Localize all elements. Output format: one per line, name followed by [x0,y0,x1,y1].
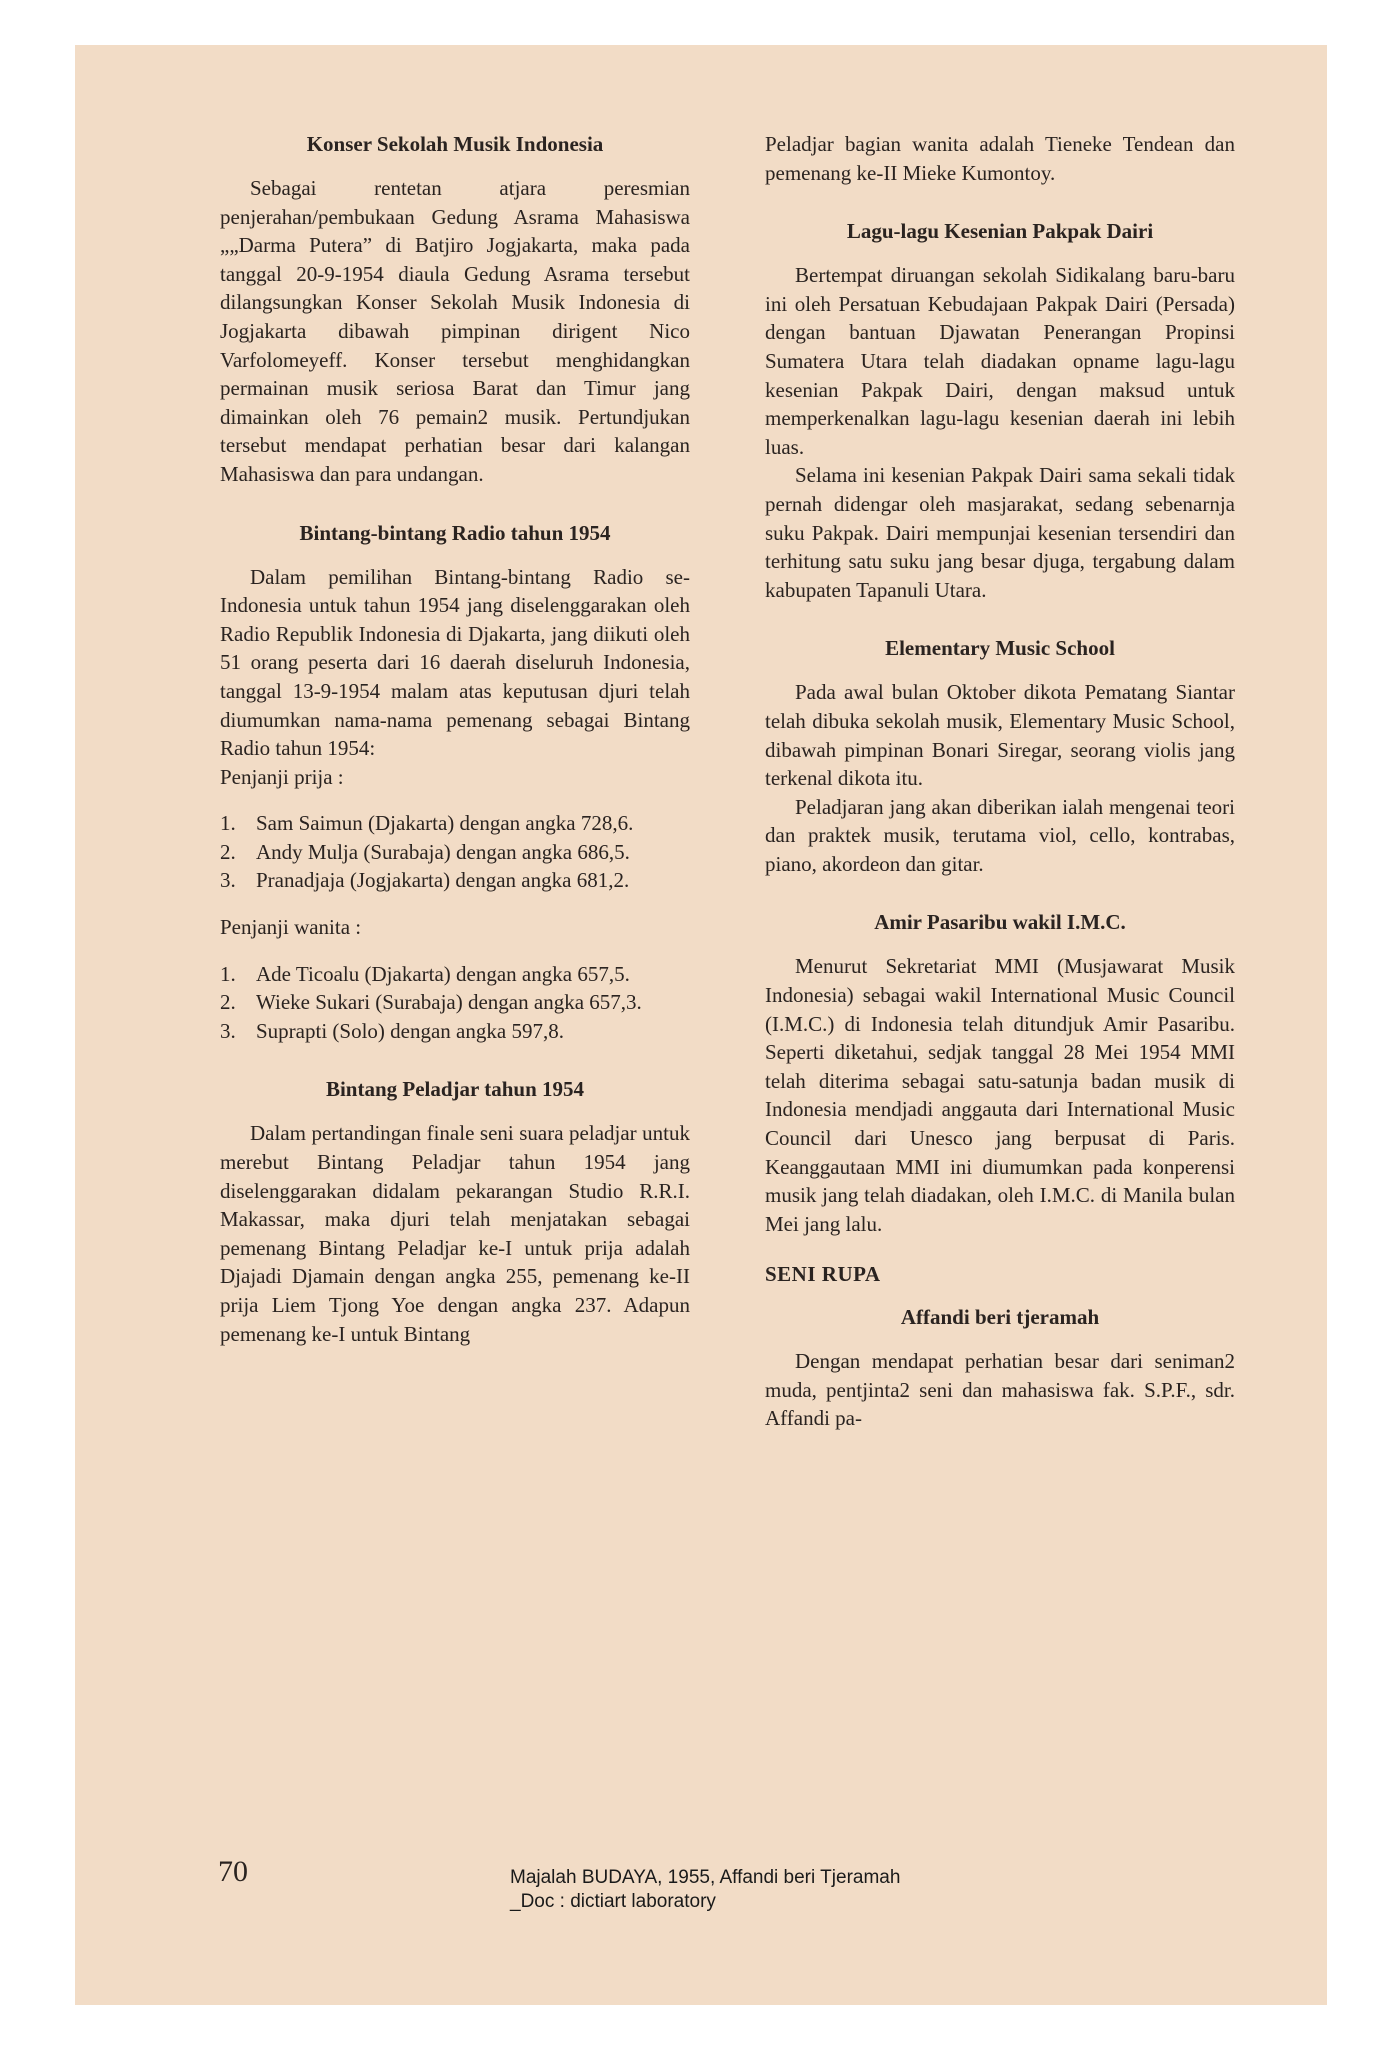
list-item-number: 3. [220,868,236,893]
left-column [220,130,690,1348]
list-item [220,809,690,838]
article-title-elementary: Elementary Music School [885,636,1115,661]
list-item [220,960,690,989]
winners-list-wanita [220,960,690,1046]
list-item [220,838,690,867]
right-column [765,130,1235,1433]
article-title-bintang-peladjar: Bintang Peladjar tahun 1954 [325,1077,585,1102]
winners-list-prija [220,809,690,895]
article-body-elementary-2: Peladjaran jang akan diberikan ialah mengenai teori dan praktek musik, terutama viol, cello, kontrabas, piano, akordeon dan gitar. [765,794,1235,876]
article-body-konser: Sebagai rentetan atjara peresmian penjerahan/pembukaan Gedung Asrama Mahasiswa „„Darma Putera” di Batjiro Jogjakarta, maka pada tanggal 20-9-1954 diaula Gedung Asrama tersebut dilangsungkan Konser Sekolah Musik Indonesia di Jogjakarta dibawah pimpinan dirigent Nico Varfolomeyeff. Konser tersebut menghidangkan permainan musik seriosa Barat dan Timur jang dimainkan oleh 76 pemain2 musik. Pertundjukan tersebut mendapat perhatian besar dari kalangan Mahasiswa dan para undangan. [220,176,690,486]
article-title-affandi: Affandi beri tjeramah [900,1305,1100,1329]
article-body-affandi: Dengan mendapat perhatian besar dari seniman2 muda, pentjinta2 seni dan mahasiswa fak. S.P.F., sdr. Affandi pa- [765,1349,1235,1431]
list-item-number: 3. [220,1018,236,1043]
caption-line-2: _Doc : dictiart laboratory [510,1891,716,1912]
list-item-text: Wieke Sukari (Surabaja) dengan angka 657,3. [256,990,642,1015]
article-body-amir: Menurut Sekretariat MMI (Musjawarat Musik Indonesia) sebagai wakil International Music Council (I.M.C.) di Indonesia telah ditundjuk Amir Pasaribu. Seperti diketahui, sedjak tanggal 28 Mei 1954 MMI telah diterima sebagai satu-satunja badan musik di Indonesia mendjadi anggauta dari International Music Council dari Unesco jang berpusat di Paris. Keanggautaan MMI ini diumumkan pada konperensi musik jang telah diadakan, oleh I.M.C. di Manila bulan Mei jang lalu. [765,954,1235,1236]
article-body-pakpak-1: Bertempat diruangan sekolah Sidikalang baru-baru ini oleh Persatuan Kebudajaan Pakpak Dairi (Persada) dengan bantuan Djawatan Penerangan Propinsi Sumatera Utara telah diadakan opname lagu-lagu kesenian Pakpak Dairi, dengan maksud untuk memperkenalkan lagu-lagu kesenian daerah ini lebih luas. [765,263,1235,459]
list-item-number: 1. [220,961,236,986]
list-item-text: Sam Saimun (Djakarta) dengan angka 728,6. [256,811,634,836]
article-body-bintang-peladjar: Dalam pertandingan finale seni suara peladjar untuk merebut Bintang Peladjar tahun 1954 jang diselenggarakan didalam pekarangan Studio R.R.I. Makassar, maka djuri telah menjatakan sebagai pemenang Bintang Peladjar ke-I untuk prija adalah Djajadi Djamain dengan angka 255, pemenang ke-II prija Liem Tjong Yoe dengan angka 237. Adapun pemenang ke-I untuk Bintang [220,1121,690,1346]
list-item-number: 2. [220,990,236,1015]
list-item-number: 2. [220,839,236,864]
list-item-text: Suprapti (Solo) dengan angka 597,8. [256,1018,564,1043]
list-item-text: Pranadjaja (Jogjakarta) dengan angka 681,2. [256,868,630,893]
list-item [220,988,690,1017]
list-item-text: Ade Ticoalu (Djakarta) dengan angka 657,5. [256,961,630,986]
caption-line-1: Majalah BUDAYA, 1955, Affandi beri Tjeramah [510,1867,901,1888]
article-title-amir: Amir Pasaribu wakil I.M.C. [874,910,1126,935]
article-title-konser: Konser Sekolah Musik Indonesia [306,132,604,156]
label-penjanji-prija: Penjanji prija : [220,764,344,789]
article-body-continued: Peladjar bagian wanita adalah Tieneke Tendean dan pemenang ke-II Mieke Kumontoy. [765,132,1235,185]
article-title-pakpak: Lagu-lagu Kesenian Pakpak Dairi [846,219,1154,244]
article-body-pakpak-2: Selama ini kesenian Pakpak Dairi sama sekali tidak pernah didengar oleh masjarakat, sedang sebenarnja suku Pakpak. Dairi mempunjai kesenian tersendiri dan terhitung satu suku jang besar djuga, tergabung dalam kabupaten Tapanuli Utara. [765,463,1235,602]
list-item-text: Andy Mulja (Surabaja) dengan angka 686,5. [256,839,630,864]
document-caption [510,1866,1010,1914]
article-body-elementary-1: Pada awal bulan Oktober dikota Pematang Siantar telah dibuka sekolah musik, Elementary Music School, dibawah pimpinan Bonari Siregar, seorang violis jang terkenal dikota itu. [765,680,1235,791]
page-number: 70 [218,1855,248,1888]
list-item-number: 1. [220,811,236,836]
article-title-bintang-radio: Bintang-bintang Radio tahun 1954 [299,520,611,545]
label-penjanji-wanita: Penjanji wanita : [220,915,362,940]
list-item [220,866,690,895]
section-heading-seni-rupa: SENI RUPA [765,1262,881,1287]
list-item [220,1017,690,1046]
article-body-bintang-radio: Dalam pemilihan Bintang-bintang Radio se-Indonesia untuk tahun 1954 jang diselenggarakan oleh Radio Republik Indonesia di Djakarta, jang diikuti oleh 51 orang peserta dari 16 daerah diseluruh Indonesia, tanggal 13-9-1954 malam atas keputusan djuri telah diumumkan nama-nama pemenang sebagai Bintang Radio tahun 1954: [220,564,690,761]
